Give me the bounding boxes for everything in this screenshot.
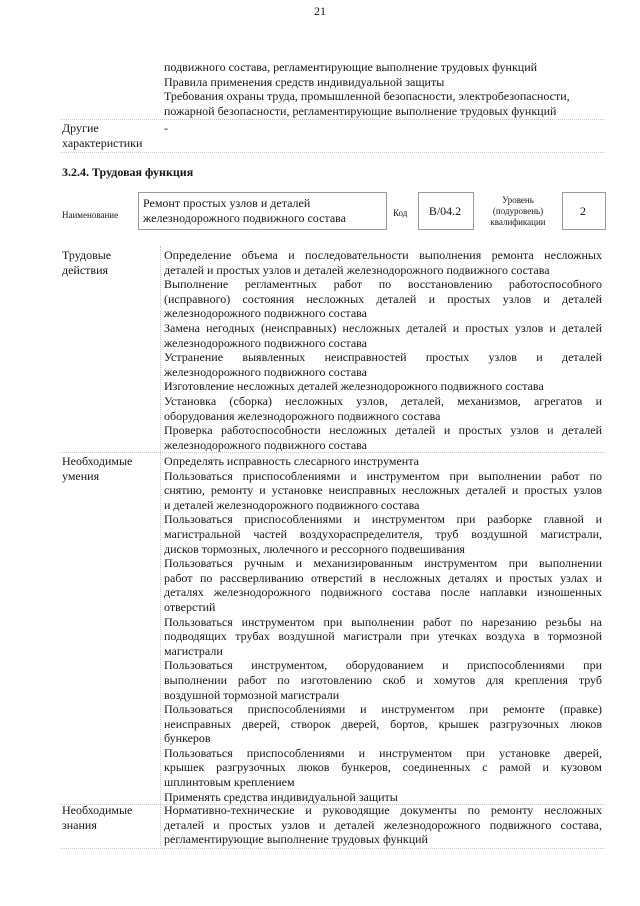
text-line: деталей и простых узлов и деталей железнодорожного подвижного состава, — [164, 817, 602, 832]
text-line: Пользоваться приспособлениями и инструментом при выполнении работ по — [164, 468, 602, 483]
text-line: магистральной частей воздухораспределителя, труб воздушной магистрали, — [164, 526, 602, 541]
text-line: и деталей железнодорожного подвижного состава — [164, 497, 420, 512]
text-line: магистрали — [164, 643, 223, 658]
text-line: Правила применения средств индивидуальной защиты — [164, 74, 445, 89]
text-line: железнодорожного подвижного состава — [164, 335, 367, 350]
text-line: воздушной тормозной магистрали — [164, 687, 340, 702]
level-label — [480, 195, 556, 228]
text-line: Пользоваться инструментом при выполнении работ по нарезанию резьбы на — [164, 614, 602, 629]
text-line: деталях железнодорожного подвижного состава после наплавки изношенных — [164, 585, 602, 600]
level-label-line: Уровень — [502, 195, 534, 205]
text-line: снятию, ремонту и установке неисправных несложных деталей и простых узлов — [164, 483, 602, 498]
skills-label — [62, 454, 132, 483]
text-line: пожарной безопасности, регламентирующие выполнение трудовых функций — [164, 103, 557, 118]
text-line: Изготовление несложных деталей железнодорожного подвижного состава — [164, 379, 544, 394]
label-line: знания — [62, 817, 97, 832]
name-label: Наименование — [62, 210, 119, 220]
other-characteristics-value: - — [164, 121, 168, 135]
text-line: Применять средства индивидуальной защиты — [164, 789, 398, 804]
text-line: неисправных дверей, створок дверей, бортов, крышек разгрузочных люков — [164, 716, 602, 731]
code-value: В/04.2 — [428, 204, 462, 218]
name-value-line: Ремонт простых узлов и деталей — [143, 196, 311, 210]
row-divider — [60, 848, 605, 849]
label-line: Трудовые — [62, 248, 112, 262]
name-value-line: железнодорожного подвижного состава — [143, 210, 346, 225]
text-line: подводящих трубах воздушной магистрали при утечках воздуха в тормозной — [164, 629, 602, 644]
level-value: 2 — [580, 204, 586, 218]
name-value — [143, 196, 346, 225]
knowledge-list — [164, 803, 602, 847]
text-line: Требования охраны труда, промышленной безопасности, электробезопасности, — [164, 89, 570, 104]
other-characteristics-label — [62, 121, 142, 150]
text-line: железнодорожного подвижного состава — [164, 437, 367, 452]
label-line: Необходимые — [62, 454, 133, 468]
text-line: Выполнение регламентных работ по восстановлению работоспособного — [164, 277, 602, 292]
label-line: характеристики — [62, 135, 143, 150]
label-line: умения — [62, 468, 100, 483]
labor-actions-list — [164, 248, 602, 452]
skills-list — [164, 454, 602, 804]
text-line: оборудования железнодорожного подвижного состава — [164, 408, 441, 423]
text-line: Определение объема и последовательности выполнения ремонта несложных — [164, 248, 602, 262]
text-line: бункеров — [164, 731, 211, 746]
text-line: Проверка работоспособности несложных деталей и простых узлов и деталей — [164, 423, 602, 438]
text-line: деталей и простых узлов и деталей железнодорожного подвижного состава — [164, 262, 550, 277]
text-line: крышек разгрузочных люков бункеров, соединенных с рамой и кузовом — [164, 760, 602, 775]
level-label-line: квалификации — [490, 217, 546, 227]
text-line: Установка (сборка) несложных узлов, деталей, механизмов, агрегатов и — [164, 393, 602, 408]
level-label-line: (подуровень) — [492, 206, 544, 216]
column-divider — [160, 246, 161, 846]
code-label: Код — [393, 208, 408, 218]
knowledge-label — [62, 803, 132, 832]
text-line: Пользоваться инструментом, оборудованием и приспособлениями при — [164, 658, 602, 673]
text-line: Пользоваться приспособлениями и инструментом при разборке главной и — [164, 512, 602, 527]
text-line: (исправного) состояния несложных деталей и простых узлов и деталей — [164, 291, 602, 306]
text-line: шплинтовым креплением — [164, 775, 295, 790]
text-line: Нормативно-технические и руководящие документы по ремонту несложных — [164, 803, 602, 817]
row-divider — [60, 152, 605, 153]
text-line: регламентирующие выполнение трудовых функций — [164, 832, 428, 847]
text-line: железнодорожного подвижного состава — [164, 306, 367, 321]
text-line: отверстий — [164, 599, 216, 614]
label-line: действия — [62, 262, 109, 277]
row-divider — [60, 119, 605, 120]
section-heading: 3.2.4. Трудовая функция — [62, 165, 194, 179]
text-line: дисков тормозных, люлечного и рессорного подвешивания — [164, 541, 465, 556]
label-line: Необходимые — [62, 803, 133, 817]
text-line: Пользоваться ручным и механизированным инструментом при выполнении — [164, 556, 602, 571]
text-line: железнодорожного подвижного состава — [164, 364, 367, 379]
text-line: Устранение выявленных неисправностей простых узлов и деталей — [164, 350, 602, 365]
row-divider — [60, 452, 605, 453]
text-line: подвижного состава, регламентирующие выполнение трудовых функций — [164, 60, 538, 74]
page-number: 21 — [314, 4, 326, 18]
text-line: Пользоваться приспособлениями и инструментом при установке дверей, — [164, 745, 602, 760]
label-line: Другие — [62, 121, 99, 135]
text-line: Замена негодных (неисправных) несложных деталей и простых узлов и деталей — [164, 320, 602, 335]
text-line: Определять исправность слесарного инструмента — [164, 454, 419, 468]
labor-actions-label — [62, 248, 111, 277]
text-line: выполнении работ по изготовлению скоб и хомутов для крепления труб — [164, 672, 602, 687]
text-line: Пользоваться приспособлениями и инструментом при ремонте (правке) — [164, 702, 602, 717]
text-line: работ по рассверливанию отверстий в несложных деталях и простых узлах и — [164, 570, 602, 585]
top-continued-block — [164, 60, 570, 118]
